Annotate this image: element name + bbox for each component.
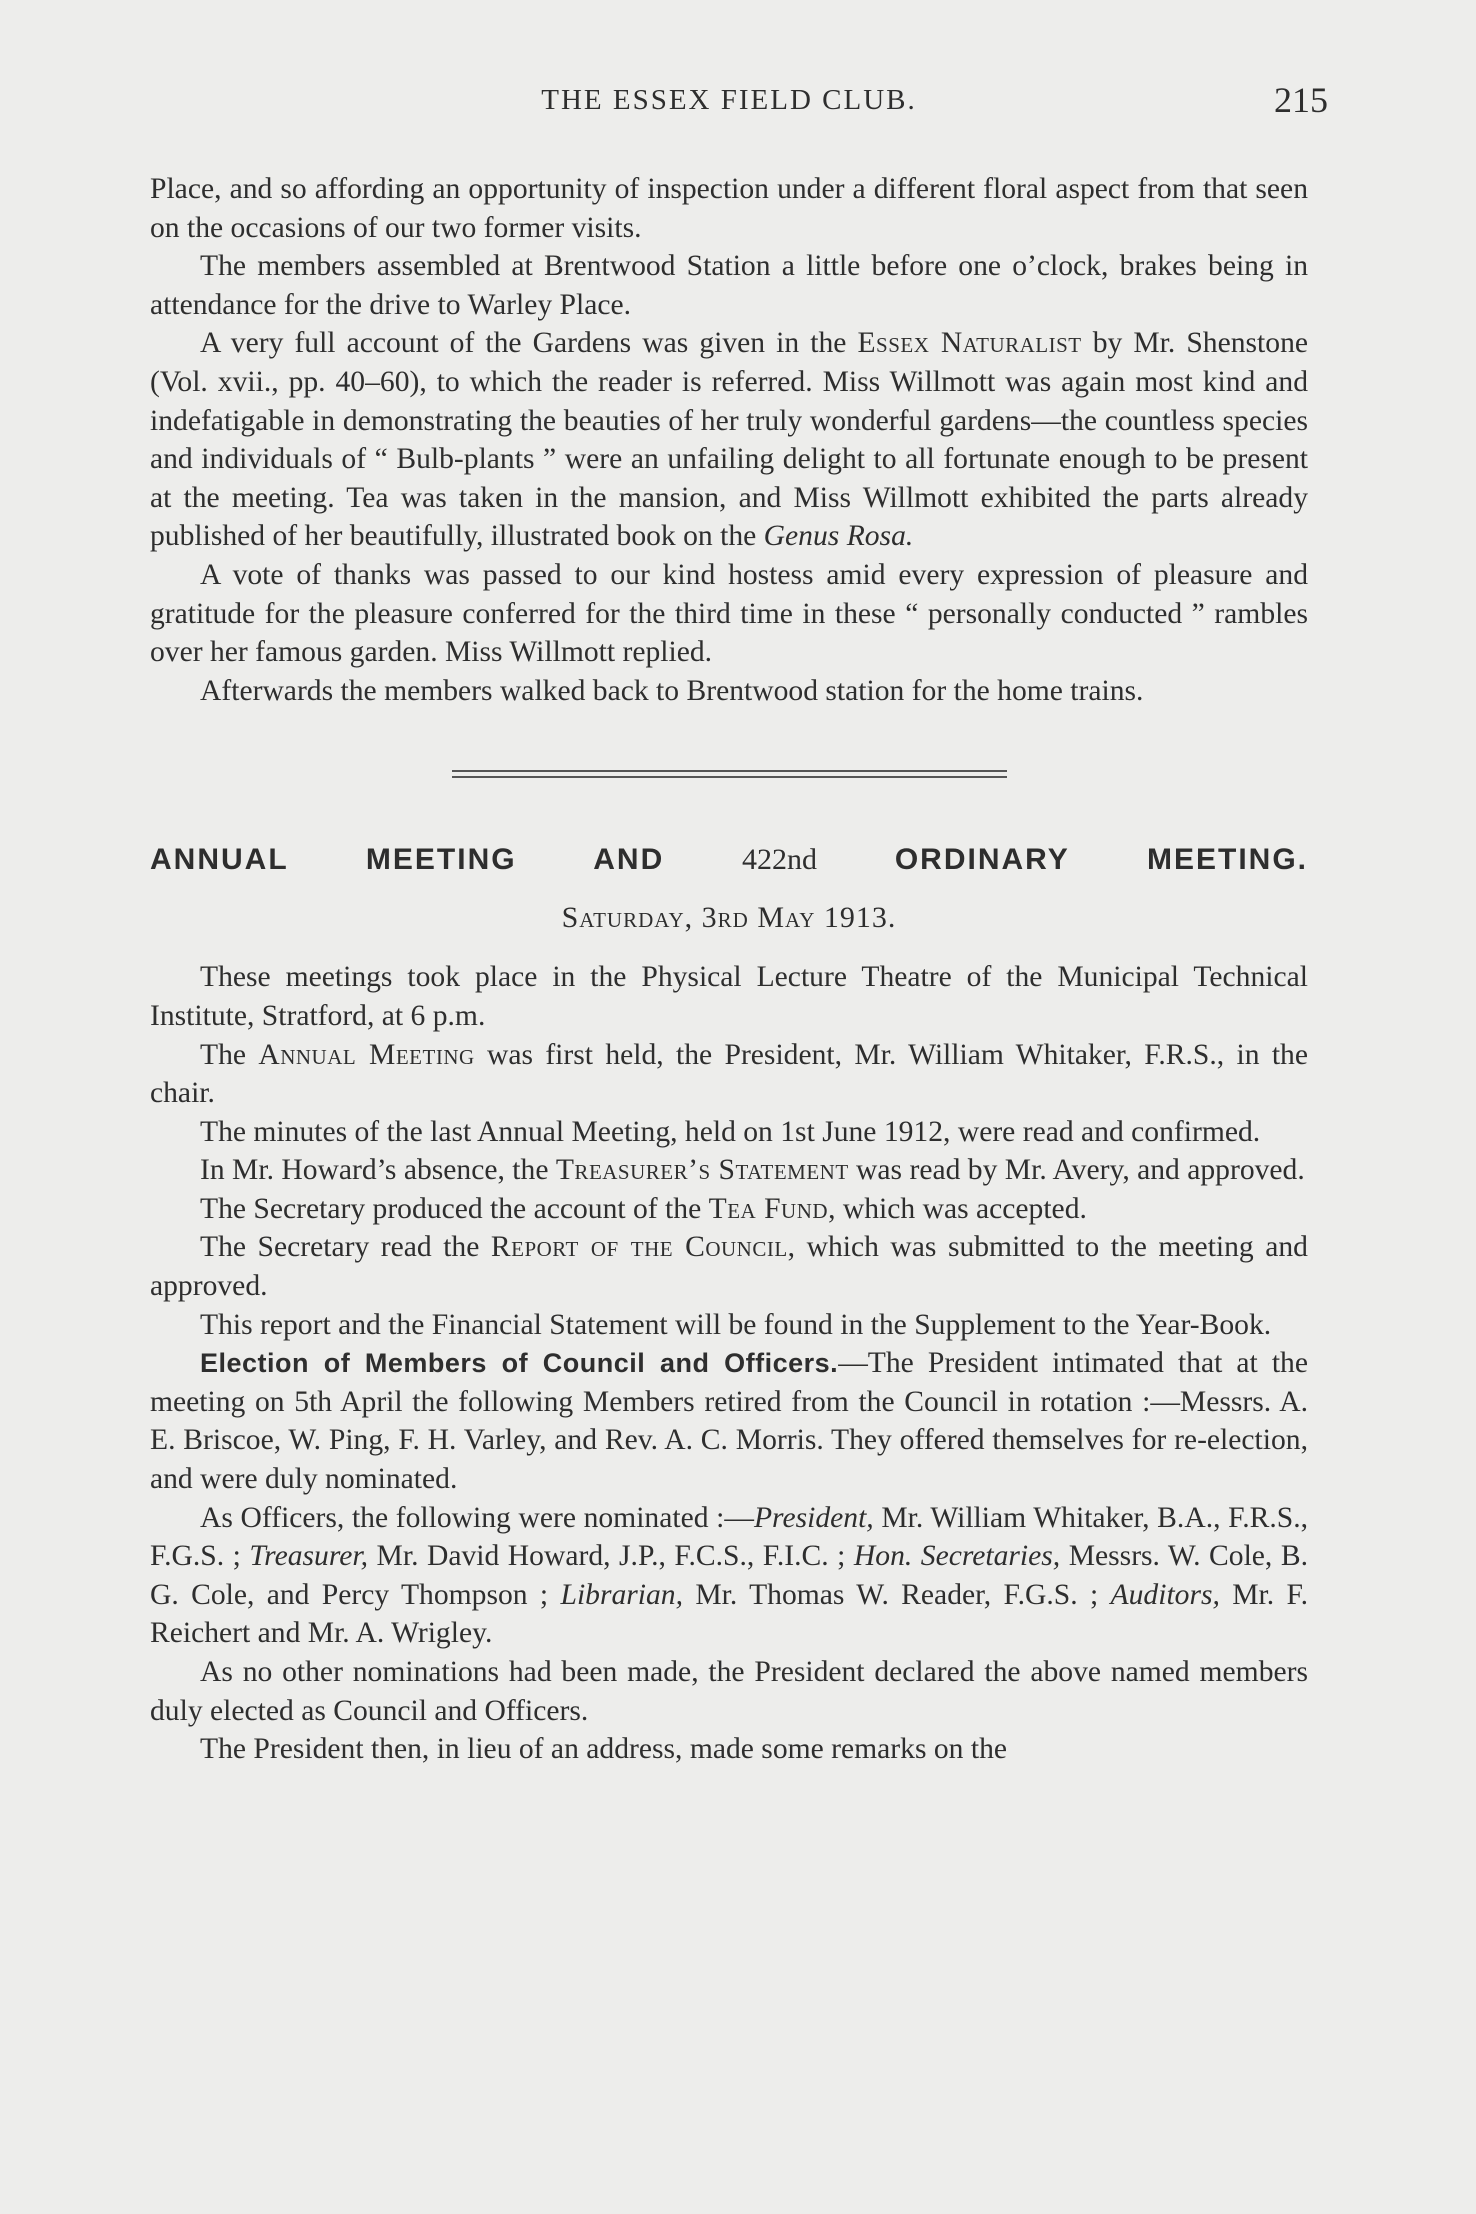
paragraph: As no other nominations had been made, the President declared the above named members duly elected as Council and Officers. <box>150 1656 1308 1727</box>
text-run: Mr. William Whitaker, B.A., F.R.S., F.G.S. ; <box>150 1501 1308 1573</box>
small-caps-term: Annual Meeting <box>258 1038 475 1071</box>
paragraph: A vote of thanks was passed to our kind hostess amid every expression of pleasure and gratitude for the pleasure conferred for the third time in these “ personally conducted ” rambles over her famous garden. Miss Willmott replied. <box>150 558 1308 669</box>
paragraph <box>150 1499 1308 1653</box>
paragraph <box>150 1344 1308 1498</box>
paragraph: Place, and so affording an opportunity of inspection under a different floral aspect from that seen on the occasions of our two former visits. <box>150 173 1308 244</box>
running-title: THE ESSEX FIELD CLUB. <box>541 84 917 116</box>
divider-line <box>452 776 1007 778</box>
text-run: Messrs. W. Cole, B. G. Cole, and Percy Thompson ; <box>150 1540 1308 1611</box>
paragraph <box>150 1151 1308 1190</box>
paragraph <box>150 324 1308 556</box>
office-title: Auditors, <box>1110 1578 1220 1611</box>
paragraph <box>150 1036 1308 1113</box>
meeting-date: Saturday, 3rd May 1913. <box>561 901 897 935</box>
text-run: The Secretary read the <box>200 1231 491 1264</box>
paragraph <box>150 1190 1308 1229</box>
paragraph: The minutes of the last Annual Meeting, held on 1st June 1912, were read and confirmed. <box>200 1115 1261 1148</box>
text-run: The <box>200 1038 259 1071</box>
heading-text: ORDINARY MEETING. <box>817 843 1308 877</box>
text-run: was read by Mr. Avery, and approved. <box>848 1154 1305 1187</box>
paragraph: The members assembled at Brentwood Station a little before one o’clock, brakes being in attendance for the drive to Warley Place. <box>150 250 1308 321</box>
text-run: A very full account of the Gardens was given in the <box>200 327 858 360</box>
section-heading <box>150 838 1308 882</box>
paragraph <box>150 1228 1308 1305</box>
office-title: Librarian, <box>560 1578 684 1611</box>
divider-line <box>452 770 1007 772</box>
office-title: Hon. Secretaries, <box>853 1540 1061 1573</box>
text-run: by Mr. Shenstone (Vol. xvii., pp. 40–60), to which the reader is referred. Miss Willmott was again most kind and indefatigable in demonstrating the beauties of her truly wonderful gardens—the countless species and individuals of “ Bulb-plants ” were an unfailing delight to all fortunate enough to be present at the meeting. Tea was taken in the mansion, and Miss Willmott exhibited the parts already published of her beautifully, illustrated book on the <box>150 327 1308 553</box>
text-run: Mr. F. Reichert and Mr. A. Wrigley. <box>150 1578 1308 1650</box>
paragraph: This report and the Financial Statement will be found in the Supplement to the Year-Book. <box>200 1308 1272 1341</box>
small-caps-term: Tea Fund <box>708 1192 829 1225</box>
body-text-bottom <box>150 958 1308 1768</box>
small-caps-term: Treasurer’s Statement <box>555 1154 849 1187</box>
page-number: 215 <box>1274 80 1328 120</box>
office-title: President, <box>753 1501 874 1534</box>
text-run: , which was accepted. <box>828 1192 1087 1225</box>
running-head <box>150 72 1328 128</box>
text-run: Mr. Thomas W. Reader, F.G.S. ; <box>683 1578 1111 1611</box>
small-caps-term: Report of the Council <box>490 1231 788 1264</box>
run-in-heading: Election of Members of Council and Officers. <box>200 1348 839 1379</box>
text-run: Mr. David Howard, J.P., F.C.S., F.I.C. ; <box>368 1540 854 1573</box>
section-divider <box>452 770 1007 778</box>
book-title: Genus Rosa. <box>763 520 914 553</box>
text-run: In Mr. Howard’s absence, the <box>200 1154 556 1187</box>
heading-text: ANNUAL MEETING AND <box>150 843 743 877</box>
body-text-top <box>150 170 1308 710</box>
paragraph: Afterwards the members walked back to Brentwood station for the home trains. <box>200 674 1144 707</box>
text-run: —The President intimated that at the meeting on 5th April the following Members retired from the Council in rotation :—Messrs. A. E. Briscoe, W. Ping, F. H. Varley, and Rev. A. C. Morris. They offered themselves for re-election, and were duly nominated. <box>150 1347 1308 1496</box>
paragraph: The President then, in lieu of an address, made some remarks on the <box>200 1733 1008 1766</box>
paragraph: These meetings took place in the Physical Lecture Theatre of the Municipal Technical Institute, Stratford, at 6 p.m. <box>150 961 1308 1032</box>
text-run: As Officers, the following were nominated :— <box>200 1501 754 1534</box>
text-run: , which was submitted to the meeting and approved. <box>150 1231 1308 1303</box>
office-title: Treasurer, <box>249 1540 369 1573</box>
text-run: The Secretary produced the account of the <box>200 1192 709 1225</box>
text-run: was first held, the President, Mr. William Whitaker, F.R.S., in the chair. <box>150 1038 1308 1110</box>
heading-number: 422nd <box>742 843 818 877</box>
journal-title: Essex Naturalist <box>857 327 1082 360</box>
